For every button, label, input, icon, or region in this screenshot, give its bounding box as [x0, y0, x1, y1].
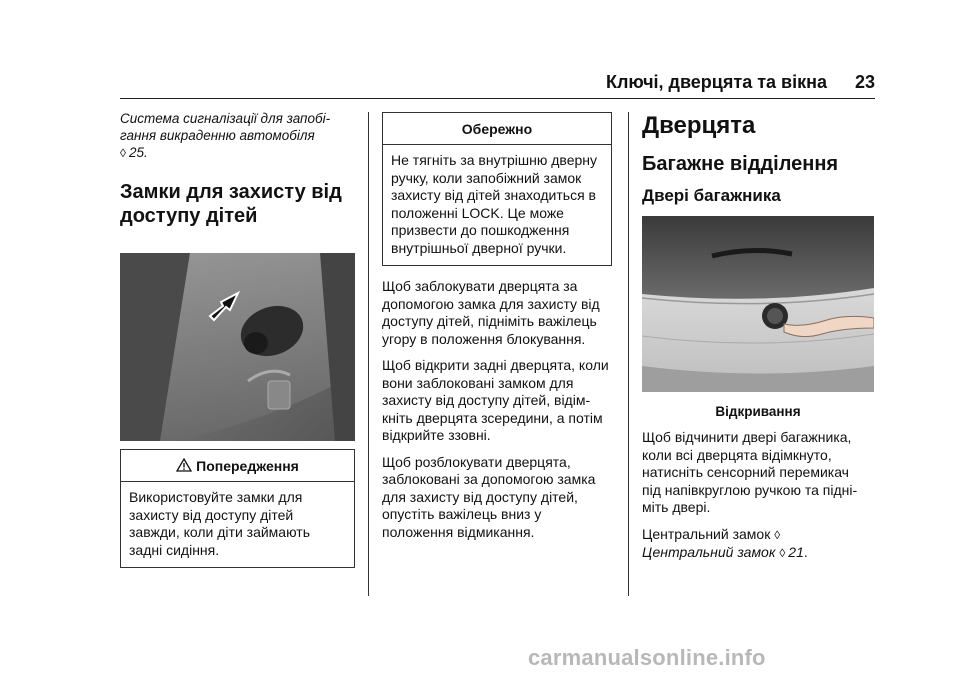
warning-text: Використовуйте замки для захисту від доступу дітей завжди, коли діти займають задні сидіння. — [129, 489, 310, 558]
ref-arrow-icon: ◊ — [120, 146, 126, 160]
warning-header — [121, 450, 354, 482]
column-right — [642, 110, 874, 563]
header-divider — [120, 98, 875, 99]
child-lock-photo — [120, 253, 355, 441]
column-divider — [368, 112, 369, 596]
sub-sub-heading: Двері багажника — [642, 186, 781, 205]
sub-heading: Багажне відділення — [642, 153, 839, 175]
page-header — [120, 72, 875, 98]
section-heading-child-locks: Замки для захисту від доступу дітей — [120, 181, 342, 227]
warning-triangle-icon — [176, 458, 192, 472]
central-lock-ref[interactable]: Центральний замок ◊ Центральний замок ◊ 21. — [642, 525, 808, 560]
column-divider — [628, 112, 629, 596]
ref-arrow-icon: ◊ — [779, 546, 786, 560]
main-heading: Дверцята — [642, 112, 756, 139]
ref-page: 21 — [788, 544, 804, 560]
cross-reference[interactable]: Система сигналізації для запобі- гання викраденню автомобіля ◊ 25. — [120, 111, 331, 160]
tailgate-photo — [642, 216, 874, 392]
paragraph-open-tailgate: Щоб відчинити двері багажника, коли всі дверцята відімкнуто, натисніть сенсорний перемикач під напівкруглою ручкою та підні- міть двері. — [642, 429, 858, 515]
image-caption: Відкривання — [715, 404, 801, 419]
column-left — [120, 110, 355, 568]
caution-text: Не тягніть за внутрішню дверну ручку, коли запобіжний замок захисту від дітей знаходиться в положенні LOCK. Це може призвести до пошкодження внутрішньої дверної ручки. — [391, 152, 598, 256]
paragraph-unlock: Щоб розблокувати дверцята, заблоковані за допомогою замка для захисту від доступу дітей, опустіть важілець вниз у положення відмикання. — [382, 453, 596, 540]
warning-box — [120, 449, 355, 568]
caution-box — [382, 112, 612, 266]
child-lock-illustration — [120, 253, 355, 441]
paragraph-lock: Щоб заблокувати дверцята за допомогою замка для захисту від доступу дітей, підніміть важілець угору в положення блокування. — [382, 278, 600, 347]
page-number: 23 — [854, 72, 875, 92]
caution-title: Обережно — [383, 113, 611, 145]
tailgate-illustration — [642, 216, 874, 392]
chapter-title: Ключі, дверцята та вікна — [605, 72, 827, 92]
warning-title: Попередження — [196, 458, 299, 474]
watermark: carmanualsonline.info — [528, 645, 766, 670]
ref-page: 25 — [128, 145, 144, 160]
column-middle — [382, 110, 612, 541]
paragraph-open: Щоб відкрити задні дверцята, коли вони заблоковані замком для захисту від доступу дітей, відім- кніть дверцята зсередини, а потім відкрийте ззовні. — [382, 357, 609, 443]
ref-arrow-icon: ◊ — [774, 527, 781, 542]
